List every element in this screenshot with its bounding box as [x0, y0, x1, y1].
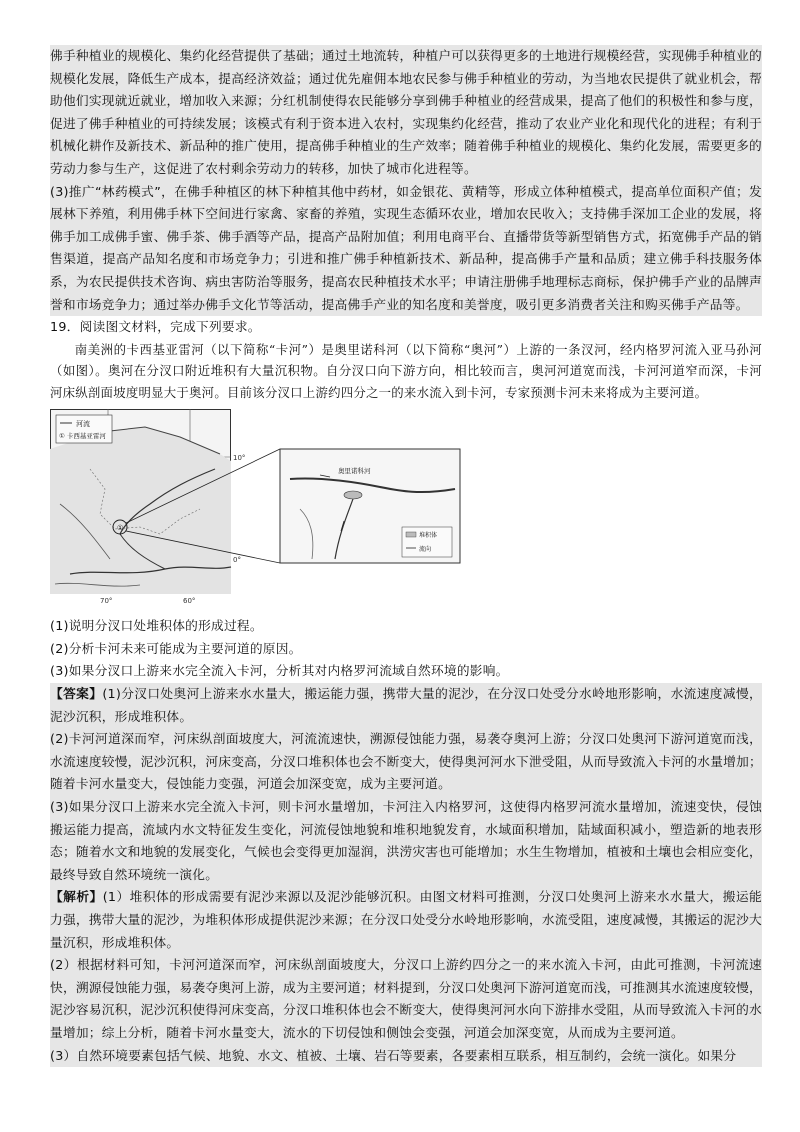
question-19-stem: 19．阅读图文材料，完成下列要求。: [50, 319, 261, 335]
lat-label-top: 10°: [233, 454, 246, 463]
question-19-material: 南美洲的卡西基亚雷河（以下简称“卡河”）是奥里诺科河（以下简称“奥河”）上游的一条汊河，经内格罗河流入亚马孙河（如图）。奥河在分汊口附近堆积有大量沉积物。自分汊口向下游方向，相比较而言，奥河河道宽而浅，卡河河道窄而深，卡河河床纵剖面坡度明显大于奥河。目前该分汊口上游约四分之一的来水流入到卡河，专家预测卡河未来将成为主要河道。: [50, 341, 762, 400]
answer-prev-paragraph-3: (3)推广“林药模式”，在佛手种植区的林下种植其他中药材，如金银花、黄精等，形成立体种植模式，提高单位面积产值；发展林下养殖，利用佛手林下空间进行家禽、家畜的养殖，实现生态循环农业，增加农民收入；支持佛手深加工企业的发展，将佛手加工成佛手蜜、佛手茶、佛手酒等产品，提高产品附加值；利用电商平台、直播带货等新型销售方式，拓宽佛手产品的销售渠道，提高产品知名度和市场竞争力；引进和推广佛手种植新技术、新品种，提高佛手产量和品质；建立佛手科技服务体系，为农民提供技术咨询、病虫害防治等服务，提高农民种植技术水平；申请注册佛手地理标志商标，保护佛手产业的品牌声誉和市场竞争力；通过举办佛手文化节等活动，提高佛手产业的知名度和美誉度，吸引更多消费者关注和购买佛手产品等。: [50, 181, 762, 317]
question-19-part-3: (3)如果分汊口上游来水完全流入卡河，分析其对内格罗河流域自然环境的影响。: [50, 663, 509, 679]
map-svg: [50, 409, 466, 605]
analysis-paragraph-2: (2）根据材料可知，卡河河道深而窄，河床纵剖面坡度大，分汊口上游约四分之一的来水流入卡河，由此可推测，卡河流速快，溯源侵蚀能力强，易袭夺奥河上游，成为主要河道；材料提到，分汊口处奥河下游河道宽而浅，可推测其水流速度较慢，泥沙容易沉积，泥沙沉积使得河床变高，分汊口堆积体也会不断变大，使得奥河河水向下游排水受阻，从而导致流入卡河的水量增加；综上分析，随着卡河水量变大，流水的下切侵蚀和侧蚀会变强，河道会加深变宽，从而成为主要河道。: [50, 954, 762, 1044]
page-content: [50, 45, 762, 1067]
analysis-paragraph-1: [50, 886, 762, 954]
focal-point-label: ①: [117, 524, 124, 533]
lon-label-left: 70°: [100, 597, 113, 606]
legend-river-label: 河流: [76, 420, 90, 429]
analysis-text-1: (1）堆积体的形成需要有泥沙来源以及泥沙能够沉积。由图文材料可推测，分汊口处奥河上游来水水量大，搬运能力强，携带大量的泥沙，为堆积体形成提供泥沙来源；在分汊口处受分水岭地形影响，水流受阻，速度减慢，其搬运的泥沙大量沉积，形成堆积体。: [50, 889, 762, 950]
inset-deposit-body: [344, 491, 362, 499]
answer-prev-paragraph-2: 佛手种植业的规模化、集约化经营提供了基础；通过土地流转，种植户可以获得更多的土地进行规模经营，实现佛手种植业的规模化发展，降低生产成本，提高经济效益；通过优先雇佣本地农民参与佛手种植业的劳动，为当地农民提供了就业机会，帮助他们实现就近就业，增加收入来源；分红机制使得农民能够分享到佛手种植业的经营成果，提高了他们的积极性和参与度，促进了佛手种植业的可持续发展；该模式有利于资本进入农村，实现集约化经营，推动了农业产业化和现代化的进程；有利于机械化耕作及新技术、新品种的推广使用，提高佛手种植业的生产效率；随着佛手种植业的规模化、集约化发展，需要更多的劳动力参与生产，这促进了农村剩余劳动力的转移，加快了城市化进程等。: [50, 45, 762, 181]
inset-river-label: 奥里诺科河: [338, 467, 371, 476]
analysis-label: 【解析】: [50, 889, 103, 905]
inset-legend-deposit-swatch: [406, 532, 416, 537]
question-19-part-1: (1)说明分汊口处堆积体的形成过程。: [50, 618, 263, 634]
lon-label-right: 60°: [183, 597, 196, 606]
answer-paragraph-3: (3)如果分汊口上游来水完全流入卡河，则卡河水量增加，卡河注入内格罗河，这使得内格罗河流水量增加，流速变快，侵蚀搬运能力提高，流域内水文特征发生变化，河流侵蚀地貌和堆积地貌发育，水域面积增加，陆域面积减小，塑造新的地表形态；随着水文和地貌的发展变化，气候也会变得更加湿润，洪涝灾害也可能增加；水生生物增加，植被和土壤也会相应变化，最终导致自然环境统一演化。: [50, 796, 762, 886]
answer-label: 【答案】: [50, 686, 103, 701]
question-19-part-2: (2)分析卡河未来可能成为主要河道的原因。: [50, 640, 302, 656]
inset-legend-flow-label: 流向: [419, 546, 432, 554]
legend-casiquiare-label: ① 卡西基亚雷河: [59, 432, 106, 441]
answer-paragraph-1: [50, 683, 762, 728]
region-map-figure: [50, 409, 466, 605]
lat-label-bottom: 0°: [233, 556, 241, 565]
answer-paragraph-2: (2)卡河河道深而窄，河床纵剖面坡度大，河流流速快，溯源侵蚀能力强，易袭夺奥河上游；分汊口处奥河下游河道宽而浅，水流速度较慢，泥沙沉积，河床变高，分汊口堆积体也会不断变大，使得奥河河水下泄受阻，从而导致流入卡河的水量增加；随着卡河水量变大，侵蚀能力变强，河道会加深变宽，成为主要河道。: [50, 728, 762, 796]
analysis-paragraph-3: (3）自然环境要素包括气候、地貌、水文、植被、土壤、岩石等要素，各要素相互联系，相互制约，会统一演化。如果分: [50, 1045, 762, 1068]
inset-legend-deposit-label: 堆积体: [419, 532, 438, 540]
answer-text-1: (1)分汊口处奥河上游来水水量大，搬运能力强，携带大量的泥沙，在分汊口处受分水岭地形影响，水流速度减慢，泥沙沉积，形成堆积体。: [50, 686, 762, 724]
